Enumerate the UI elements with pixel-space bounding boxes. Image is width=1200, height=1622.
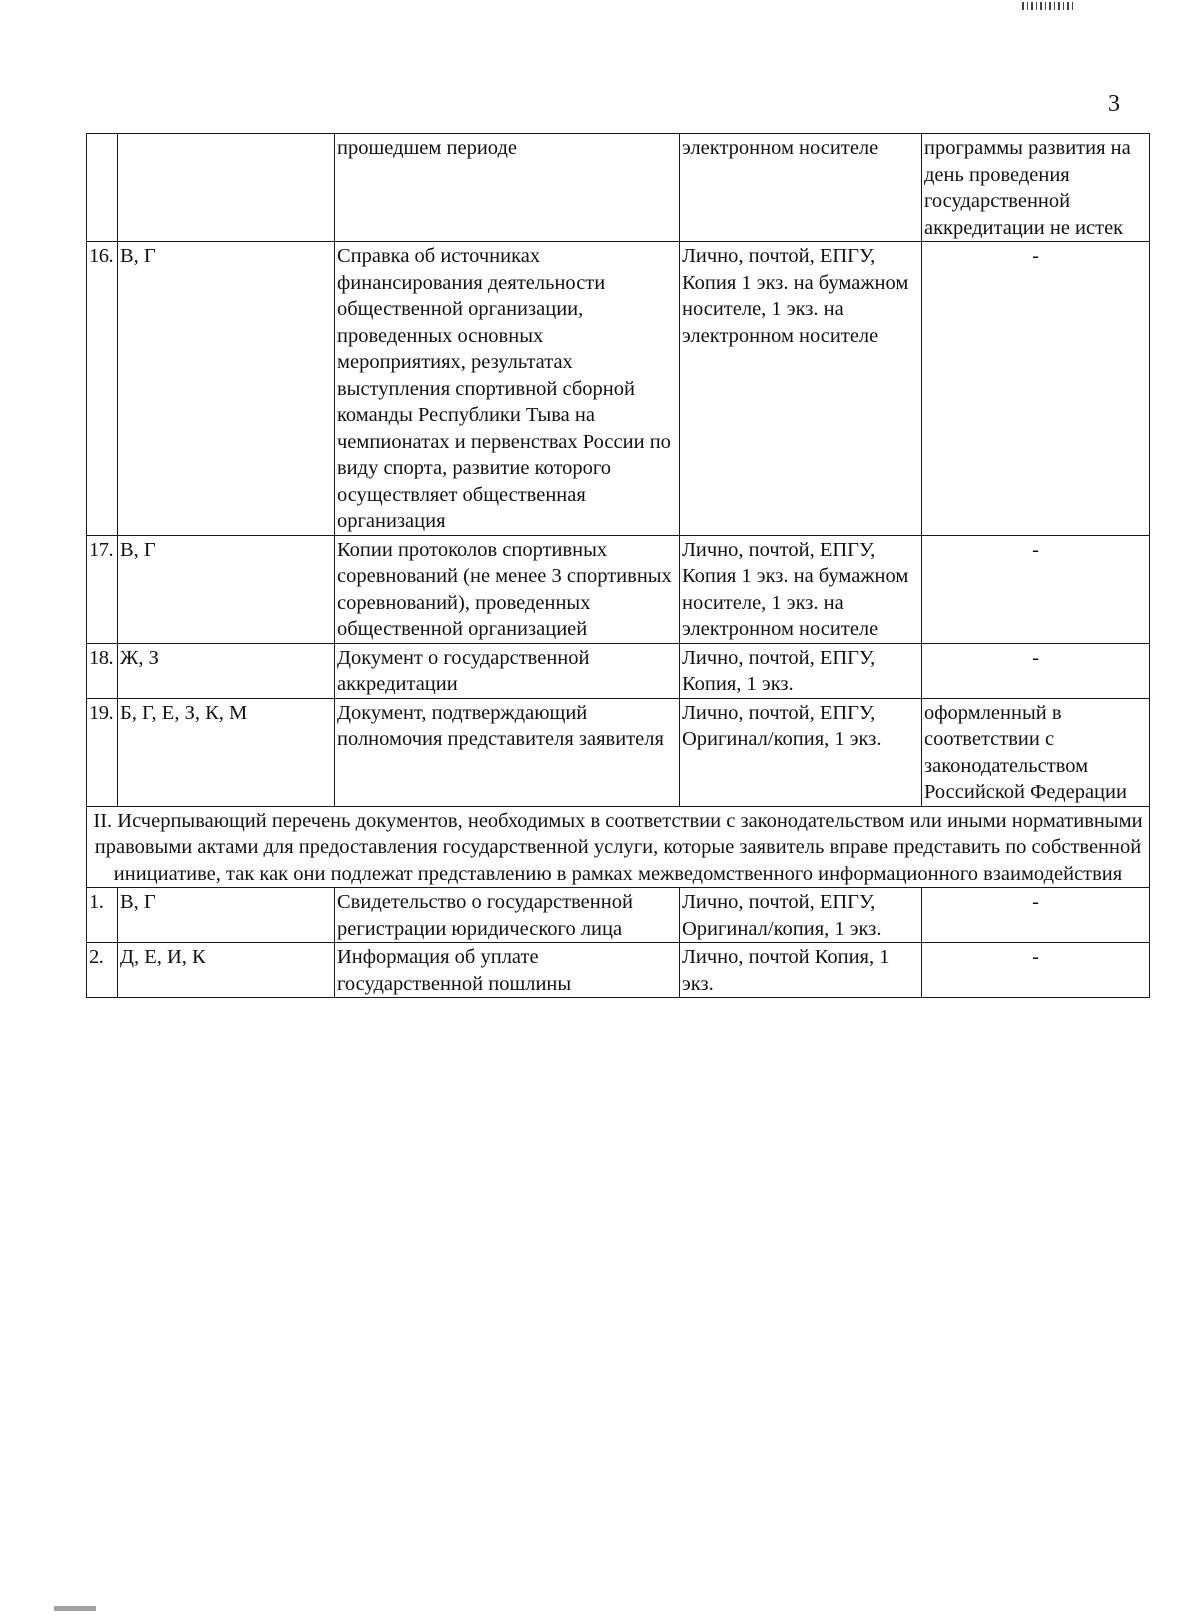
row-requirements: оформленный в соответствии с законодательством Российской Федерации <box>922 698 1150 806</box>
row-requirements: - <box>922 242 1150 536</box>
table-row <box>87 643 1150 698</box>
row-document: Копии протоколов спортивных соревнований (не менее 3 спортивных соревнований), проведенных общественной организацией <box>335 535 680 643</box>
table-row <box>87 943 1150 998</box>
row-number: 2. <box>87 943 118 998</box>
row-document: прошедшем периоде <box>335 134 680 242</box>
section-heading: II. Исчерпывающий перечень документов, необходимых в соответствии с законодательством или иными нормативными правовыми актами для предоставления государственной услуги, которые заявитель вправе представить по собственной инициативе, так как они подлежат представлению в рамках межведомственного информационного взаимодействия <box>87 806 1150 888</box>
row-submission: Лично, почтой Копия, 1 экз. <box>680 943 922 998</box>
row-categories: В, Г <box>118 888 335 943</box>
row-document: Информация об уплате государственной пошлины <box>335 943 680 998</box>
row-submission: Лично, почтой, ЕПГУ, Копия 1 экз. на бумажном носителе, 1 экз. на электронном носителе <box>680 242 922 536</box>
row-document: Документ о государственной аккредитации <box>335 643 680 698</box>
table-row <box>87 698 1150 806</box>
row-categories: Ж, З <box>118 643 335 698</box>
row-number <box>87 134 118 242</box>
row-categories: Б, Г, Е, З, К, М <box>118 698 335 806</box>
row-submission: Лично, почтой, ЕПГУ, Оригинал/копия, 1 экз. <box>680 698 922 806</box>
table-row <box>87 134 1150 242</box>
row-requirements: - <box>922 643 1150 698</box>
row-categories: В, Г <box>118 535 335 643</box>
row-categories: Д, Е, И, К <box>118 943 335 998</box>
row-number: 19. <box>87 698 118 806</box>
row-number: 17. <box>87 535 118 643</box>
row-document: Справка об источниках финансирования деятельности общественной организации, проведенных основных мероприятиях, результатах выступления спортивной сборной команды Республики Тыва на чемпионатах и первенствах России по виду спорта, развитие которого осуществляет общественная организация <box>335 242 680 536</box>
row-requirements: - <box>922 535 1150 643</box>
row-requirements: - <box>922 888 1150 943</box>
row-number: 18. <box>87 643 118 698</box>
row-requirements: - <box>922 943 1150 998</box>
row-submission: Лично, почтой, ЕПГУ, Оригинал/копия, 1 экз. <box>680 888 922 943</box>
table-row <box>87 888 1150 943</box>
row-requirements: программы развития на день проведения государственной аккредитации не истек <box>922 134 1150 242</box>
row-categories <box>118 134 335 242</box>
row-number: 16. <box>87 242 118 536</box>
scan-artifact-bottom <box>54 1606 96 1611</box>
row-submission: Лично, почтой, ЕПГУ, Копия, 1 экз. <box>680 643 922 698</box>
row-document: Свидетельство о государственной регистрации юридического лица <box>335 888 680 943</box>
scan-artifact-top <box>1022 2 1074 10</box>
documents-table <box>86 133 1150 998</box>
row-submission: электронном носителе <box>680 134 922 242</box>
page-number: 3 <box>1108 91 1120 117</box>
row-document: Документ, подтверждающий полномочия представителя заявителя <box>335 698 680 806</box>
table-row <box>87 535 1150 643</box>
row-categories: В, Г <box>118 242 335 536</box>
row-number: 1. <box>87 888 118 943</box>
section-heading-row <box>87 806 1150 888</box>
row-submission: Лично, почтой, ЕПГУ, Копия 1 экз. на бумажном носителе, 1 экз. на электронном носителе <box>680 535 922 643</box>
table-row <box>87 242 1150 536</box>
